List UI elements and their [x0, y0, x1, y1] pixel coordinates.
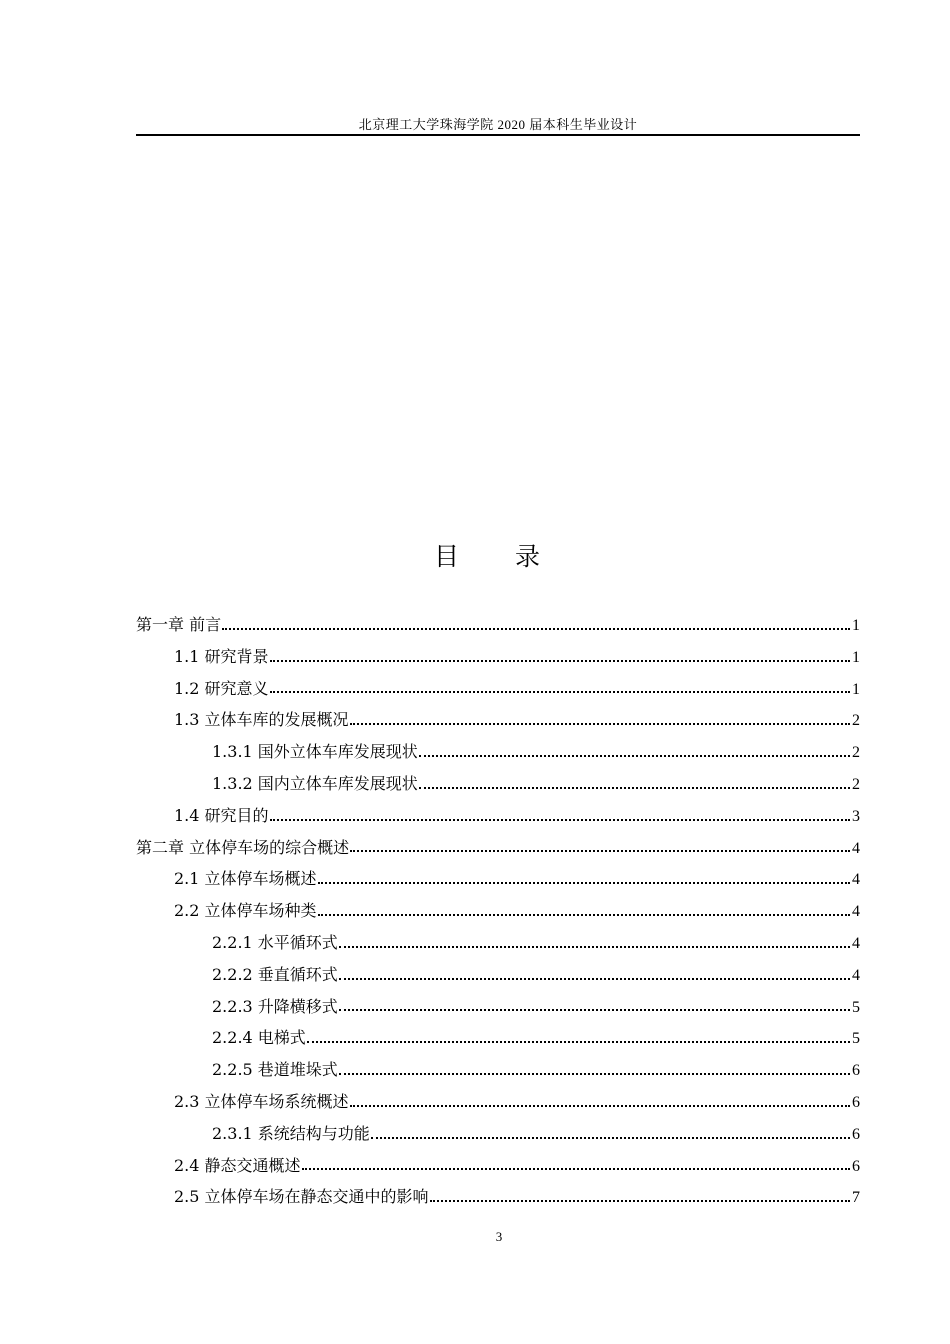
toc-entry-label: 1.4 研究目的	[174, 805, 269, 825]
page-number: 3	[495, 1229, 503, 1244]
toc-dot-leader	[339, 1008, 850, 1011]
toc-entry[interactable]	[136, 609, 860, 641]
toc-entry[interactable]	[136, 959, 860, 991]
toc-entry-page: 2	[852, 744, 860, 762]
toc-dot-leader	[419, 754, 850, 757]
toc-entry-page: 1	[852, 617, 860, 634]
toc-entry-page: 4	[852, 839, 860, 857]
toc-dot-leader	[350, 849, 850, 852]
toc-entry[interactable]	[136, 832, 860, 864]
toc-dot-leader	[270, 659, 850, 662]
toc-entry[interactable]	[136, 991, 860, 1023]
toc-entry[interactable]	[136, 1054, 860, 1086]
toc-entry-label: 2.2.4 电梯式	[212, 1028, 306, 1048]
toc-entry-label: 第二章 立体停车场的综合概述	[136, 837, 350, 857]
toc-dot-leader	[339, 1072, 850, 1075]
toc-entry[interactable]	[136, 927, 860, 959]
toc-dot-leader	[339, 945, 850, 948]
toc-entry[interactable]	[136, 800, 860, 832]
toc-dot-leader	[318, 881, 850, 884]
toc-dot-leader	[430, 1199, 850, 1202]
toc-entry[interactable]	[136, 1181, 860, 1213]
toc-entry-label: 2.2.1 水平循环式	[212, 932, 338, 952]
toc-entry-page: 4	[852, 903, 860, 921]
toc-entry-label: 2.3.1 系统结构与功能	[212, 1123, 370, 1143]
toc-entry-label: 1.3.2 国内立体车库发展现状	[212, 773, 418, 793]
toc-entry-label: 2.1 立体停车场概述	[174, 869, 317, 889]
toc-entry[interactable]	[136, 641, 860, 673]
toc-entry-label: 第一章 前言	[136, 615, 222, 634]
toc-entry-label: 2.2.5 巷道堆垛式	[212, 1060, 338, 1080]
toc-entry-page: 1	[852, 680, 860, 698]
header-text: 北京理工大学珠海学院 2020 届本科生毕业设计	[358, 117, 638, 132]
toc-entry-page: 6	[852, 1093, 860, 1111]
toc-dot-leader	[350, 722, 850, 725]
toc-entry-page: 5	[852, 998, 860, 1016]
toc-entry[interactable]	[136, 1118, 860, 1150]
toc-entry-label: 2.2 立体停车场种类	[174, 901, 317, 921]
toc-entry-label: 2.2.3 升降横移式	[212, 996, 338, 1016]
toc-dot-leader	[270, 818, 850, 821]
toc-entry-label: 2.3 立体停车场系统概述	[174, 1091, 349, 1111]
toc-entry-page: 2	[852, 775, 860, 793]
toc-entry-page: 6	[852, 1062, 860, 1080]
toc-dot-leader	[318, 913, 850, 916]
page-header	[136, 118, 860, 136]
toc-entry-label: 1.2 研究意义	[174, 678, 269, 698]
toc-entry[interactable]	[136, 1022, 860, 1054]
toc-title: 目 录	[434, 542, 564, 571]
toc-entry-page: 6	[852, 1125, 860, 1143]
toc-entry-page: 5	[852, 1030, 860, 1048]
toc-entry-page: 4	[852, 934, 860, 952]
toc-dot-leader	[350, 1104, 850, 1107]
toc-dot-leader	[371, 1136, 850, 1139]
toc-entry[interactable]	[136, 1086, 860, 1118]
toc-entry-label: 1.3.1 国外立体车库发展现状	[212, 742, 418, 762]
toc-entry-page: 3	[852, 807, 860, 825]
toc-entry-page: 1	[852, 648, 860, 666]
toc-entry-page: 4	[852, 871, 860, 889]
toc-entry[interactable]	[136, 704, 860, 736]
toc-dot-leader	[307, 1040, 850, 1043]
toc-entry-label: 2.5 立体停车场在静态交通中的影响	[174, 1187, 429, 1207]
toc-entry-page: 4	[852, 966, 860, 984]
toc-entry[interactable]	[136, 895, 860, 927]
toc-entry-label: 2.2.2 垂直循环式	[212, 964, 338, 984]
table-of-contents	[136, 609, 860, 1213]
toc-dot-leader	[270, 690, 850, 693]
toc-entry[interactable]	[136, 736, 860, 768]
toc-entry-label: 2.4 静态交通概述	[174, 1155, 301, 1175]
toc-dot-leader	[302, 1167, 850, 1170]
toc-entry[interactable]	[136, 673, 860, 705]
toc-dot-leader	[222, 627, 850, 630]
toc-entry-page: 7	[852, 1189, 860, 1207]
toc-dot-leader	[419, 786, 850, 789]
toc-dot-leader	[339, 977, 850, 980]
toc-entry[interactable]	[136, 863, 860, 895]
toc-entry-page: 2	[852, 712, 860, 730]
toc-entry-label: 1.3 立体车库的发展概况	[174, 710, 349, 730]
toc-entry[interactable]	[136, 768, 860, 800]
toc-entry-page: 6	[852, 1157, 860, 1175]
toc-entry[interactable]	[136, 1150, 860, 1182]
toc-entry-label: 1.1 研究背景	[174, 646, 269, 666]
